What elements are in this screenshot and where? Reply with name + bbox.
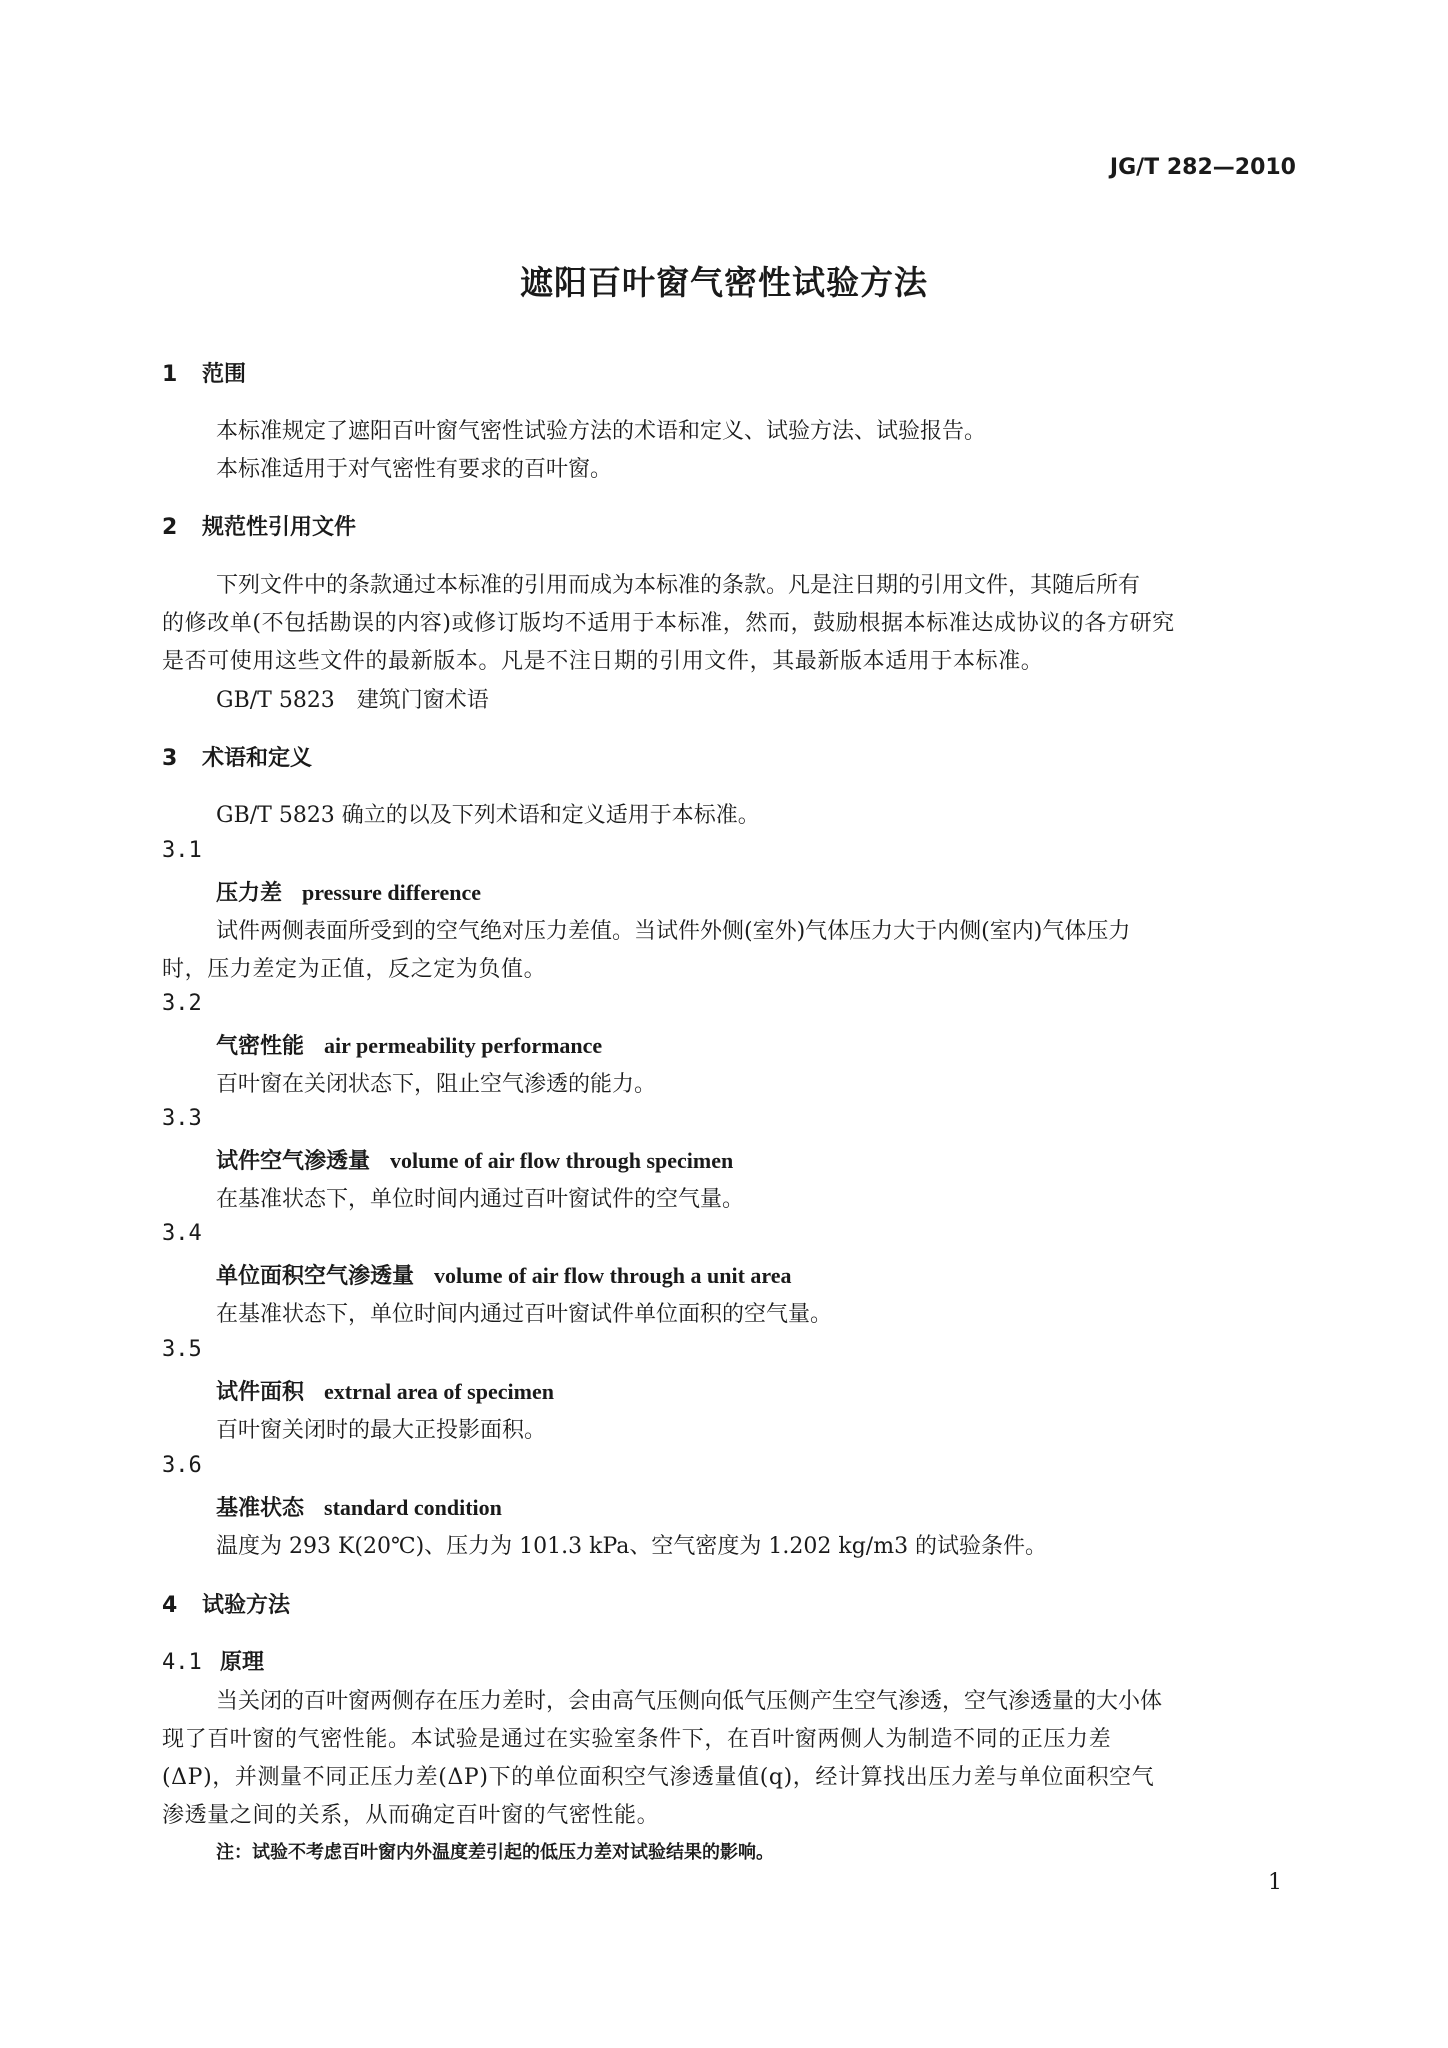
- section-title: 术语和定义: [202, 746, 313, 771]
- paragraph: 本标准规定了遮阳百叶窗气密性试验方法的术语和定义、试验方法、试验报告。: [216, 419, 987, 444]
- term-zh: 气密性能: [216, 1034, 305, 1059]
- paragraph: 本标准适用于对气密性有要求的百叶窗。: [216, 457, 613, 482]
- term-zh: 基准状态: [216, 1496, 305, 1521]
- term-heading: [216, 876, 481, 907]
- term-definition: 百叶窗在关闭状态下，阻止空气渗透的能力。: [216, 1072, 657, 1097]
- section-number: 4: [162, 1593, 178, 1618]
- term-zh: 单位面积空气渗透量: [216, 1264, 415, 1289]
- subsection-number: 4.1: [162, 1650, 202, 1675]
- paragraph-line: 渗透量之间的关系，从而确定百叶窗的气密性能。: [162, 1803, 660, 1828]
- term-heading: [216, 1375, 554, 1406]
- term-en: pressure difference: [302, 880, 482, 905]
- term-definition: 试件两侧表面所受到的空气绝对压力差值。当试件外侧(室外)气体压力大于内侧(室内)气体压力: [216, 919, 1131, 944]
- standard-number: JG/T 282—2010: [1109, 155, 1296, 180]
- term-en: volume of air flow through a unit area: [434, 1263, 792, 1288]
- term-heading: [216, 1029, 602, 1060]
- clause-number: 3.4: [162, 1221, 202, 1246]
- paragraph-line: 是否可使用这些文件的最新版本。凡是不注日期的引用文件，其最新版本适用于本标准。: [162, 649, 1044, 674]
- term-definition: 温度为 293 K(20℃)、压力为 101.3 kPa、空气密度为 1.202 kg/m3 的试验条件。: [216, 1534, 1048, 1559]
- clause-number: 3.6: [162, 1453, 202, 1478]
- term-en: extrnal area of specimen: [324, 1379, 554, 1404]
- subsection-title: 原理: [220, 1650, 265, 1675]
- section-heading: [162, 1588, 290, 1619]
- section-title: 试验方法: [202, 1593, 291, 1618]
- clause-number: 3.5: [162, 1337, 202, 1362]
- paragraph-line: (ΔP)，并测量不同正压力差(ΔP)下的单位面积空气渗透量值(q)，经计算找出压力差与单位面积空气: [162, 1765, 1155, 1790]
- normative-reference: GB/T 5823 建筑门窗术语: [216, 688, 489, 713]
- document-title: 遮阳百叶窗气密性试验方法: [520, 263, 928, 302]
- section-heading: [162, 510, 356, 541]
- term-heading: [216, 1491, 502, 1522]
- section-number: 1: [162, 362, 178, 387]
- section-title: 规范性引用文件: [202, 515, 357, 540]
- clause-number: 3.3: [162, 1106, 202, 1131]
- term-zh: 压力差: [216, 881, 283, 906]
- subsection-heading: [162, 1645, 264, 1676]
- clause-number: 3.1: [162, 838, 202, 863]
- section-title: 范围: [202, 362, 247, 387]
- term-definition: 百叶窗关闭时的最大正投影面积。: [216, 1418, 547, 1443]
- section-heading: [162, 357, 246, 388]
- term-heading: [216, 1259, 792, 1290]
- section-number: 3: [162, 746, 178, 771]
- term-heading: [216, 1144, 733, 1175]
- term-definition: 在基准状态下，单位时间内通过百叶窗试件单位面积的空气量。: [216, 1302, 833, 1327]
- term-en: volume of air flow through specimen: [390, 1148, 734, 1173]
- term-zh: 试件空气渗透量: [216, 1149, 371, 1174]
- term-en: air permeability performance: [324, 1033, 603, 1058]
- section-number: 2: [162, 515, 178, 540]
- paragraph-line: 下列文件中的条款通过本标准的引用而成为本标准的条款。凡是注日期的引用文件，其随后所有: [216, 573, 1141, 598]
- term-en: standard condition: [324, 1495, 502, 1520]
- term-definition: 在基准状态下，单位时间内通过百叶窗试件的空气量。: [216, 1187, 745, 1212]
- paragraph-line: 现了百叶窗的气密性能。本试验是通过在实验室条件下，在百叶窗两侧人为制造不同的正压力差: [162, 1727, 1112, 1752]
- clause-number: 3.2: [162, 991, 202, 1016]
- term-definition: 时，压力差定为正值，反之定为负值。: [162, 957, 547, 982]
- page-number: 1: [1268, 1870, 1282, 1895]
- note: 注：试验不考虑百叶窗内外温度差引起的低压力差对试验结果的影响。: [216, 1842, 774, 1863]
- term-zh: 试件面积: [216, 1380, 305, 1405]
- paragraph-line: 当关闭的百叶窗两侧存在压力差时，会由高气压侧向低气压侧产生空气渗透，空气渗透量的大小体: [216, 1689, 1163, 1714]
- section-heading: [162, 741, 312, 772]
- paragraph-line: 的修改单(不包括勘误的内容)或修订版均不适用于本标准，然而，鼓励根据本标准达成协议的各方研究: [162, 611, 1175, 636]
- paragraph: GB/T 5823 确立的以及下列术语和定义适用于本标准。: [216, 803, 760, 828]
